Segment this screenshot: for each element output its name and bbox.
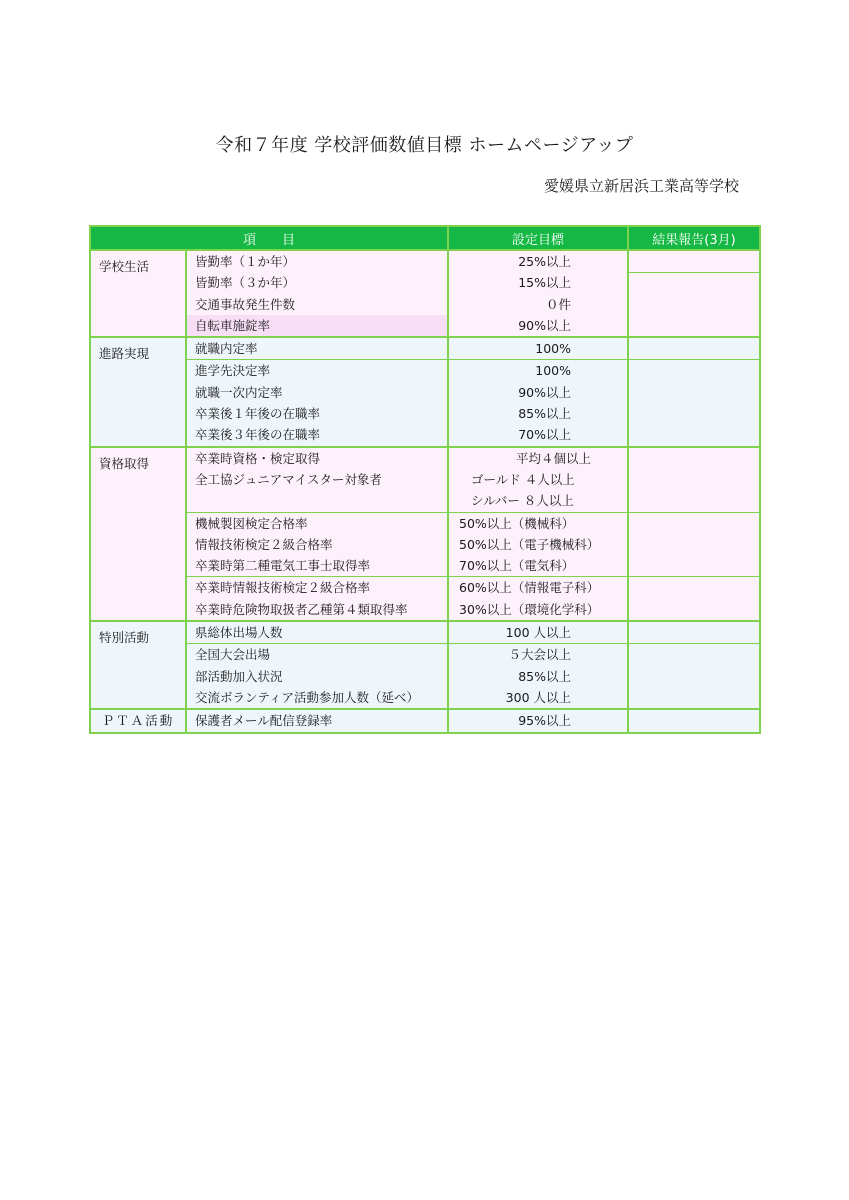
item-text: 進学先決定率 xyxy=(187,359,447,381)
item-cell xyxy=(186,337,448,446)
result-cell[interactable] xyxy=(628,709,760,732)
target-value: ゴールド ４人以上 xyxy=(471,471,575,487)
target-value: シルバー ８人以上 xyxy=(471,493,574,509)
group-school-life xyxy=(90,250,760,337)
target-value: 85%以上 xyxy=(518,406,572,422)
item-cell xyxy=(186,621,448,709)
item-text: 卒業時第二種電気工事士取得率 xyxy=(195,558,371,574)
item-text: 交流ボランティア活動参加人数（延べ） xyxy=(195,689,420,705)
category-label: 学校生活 xyxy=(90,250,186,337)
result-cell[interactable] xyxy=(628,250,760,337)
item-text: 情報技術検定２級合格率 xyxy=(195,536,333,552)
target-value: 70%以上 xyxy=(518,427,572,443)
header-row xyxy=(90,226,760,250)
target-value: 100% xyxy=(449,359,627,381)
item-text: 全工協ジュニアマイスター対象者 xyxy=(195,471,382,487)
page-title: 令和７年度 学校評価数値目標 ホームページアップ xyxy=(215,135,634,156)
item-cell xyxy=(186,447,448,621)
target-value: 90%以上 xyxy=(518,384,572,400)
item-text: 就職一次内定率 xyxy=(195,384,283,400)
item-cell xyxy=(186,709,448,732)
item-text: 交通事故発生件数 xyxy=(195,296,296,312)
target-cell xyxy=(448,621,628,709)
target-value: 90%以上 xyxy=(518,317,572,333)
target-cell xyxy=(448,709,628,732)
target-value: 50%以上（機械科） xyxy=(449,512,627,534)
group-career xyxy=(90,337,760,446)
item-text: 自転車施錠率 xyxy=(187,315,447,336)
target-value: 30%以上（環境化学科） xyxy=(459,601,600,617)
target-value: 300 人以上 xyxy=(505,689,572,705)
evaluation-table xyxy=(89,225,761,734)
item-text: 機械製図検定合格率 xyxy=(187,512,447,534)
target-cell xyxy=(448,447,628,621)
target-value: 100 人以上 xyxy=(505,625,572,641)
target-value: 70%以上（電気科） xyxy=(459,558,575,574)
target-value: 15%以上 xyxy=(518,275,572,291)
item-text: 保護者メール配信登録率 xyxy=(195,713,333,729)
item-text: 皆勤率（１か年） xyxy=(195,254,296,269)
category-label: ＰＴＡ活動 xyxy=(90,709,186,732)
item-text: 卒業時情報技術検定２級合格率 xyxy=(187,576,447,598)
header-item: 項 目 xyxy=(90,226,448,250)
target-value: 95%以上 xyxy=(518,713,572,729)
item-text: 卒業後３年後の在職率 xyxy=(195,427,321,443)
target-value: 85%以上 xyxy=(518,668,572,684)
item-text: 卒業時資格・検定取得 xyxy=(195,450,321,466)
item-text: 就職内定率 xyxy=(195,341,258,357)
target-cell xyxy=(448,337,628,446)
category-label: 進路実現 xyxy=(90,337,186,446)
target-value: 60%以上（情報電子科） xyxy=(449,576,627,598)
target-value: 100% xyxy=(535,341,572,357)
header-target: 設定目標 xyxy=(448,226,628,250)
result-cell[interactable] xyxy=(628,621,760,709)
item-text: 部活動加入状況 xyxy=(195,668,283,684)
category-label: 特別活動 xyxy=(90,621,186,709)
item-text: 卒業時危険物取扱者乙種第４類取得率 xyxy=(195,601,408,617)
group-special-activities xyxy=(90,621,760,709)
target-value: ０件 xyxy=(546,296,572,312)
item-text: 全国大会出場 xyxy=(187,643,447,665)
target-value: ５大会以上 xyxy=(449,643,627,665)
category-label: 資格取得 xyxy=(90,447,186,621)
target-cell xyxy=(448,250,628,337)
group-pta xyxy=(90,709,760,732)
item-cell xyxy=(186,250,448,337)
header-result: 結果報告(3月) xyxy=(628,226,760,250)
item-text: 県総体出場人数 xyxy=(195,625,283,641)
target-value: 平均４個以上 xyxy=(516,450,592,466)
target-value: 50%以上（電子機械科） xyxy=(459,536,600,552)
school-name: 愛媛県立新居浜工業高等学校 xyxy=(543,177,739,195)
group-qualifications xyxy=(90,447,760,621)
result-cell[interactable] xyxy=(628,337,760,446)
target-value: 25%以上 xyxy=(518,254,572,269)
item-text: 皆勤率（３か年） xyxy=(195,275,296,291)
result-cell[interactable] xyxy=(628,447,760,621)
item-text xyxy=(187,490,447,511)
item-text: 卒業後１年後の在職率 xyxy=(195,406,321,422)
